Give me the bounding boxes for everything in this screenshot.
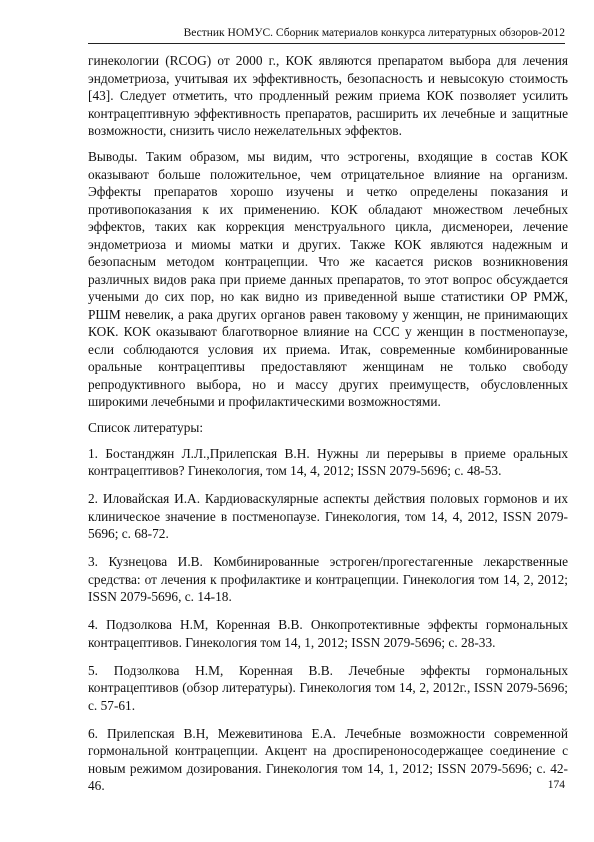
running-header xyxy=(88,23,565,44)
reference-item: 2. Иловайская И.А. Кардиоваскулярные аспекты действия половых гормонов и их клиническое значение в постменопаузе. Гинекология, том 14, 4, 2012, ISSN 2079-5696; с. 68-72. xyxy=(88,491,568,541)
body-paragraph: гинекологии (RCOG) от 2000 г., КОК являются препаратом выбора для лечения эндометриоза, учитывая их эффективность, безопасность и невысокую стоимость [43]. Следует отметить, что продленный режим приема КОК позволяет усилить контрацептивную эффективность препаратов, расширить их лечебные и защитные возможности, снизить число нежелательных эффектов. xyxy=(88,53,568,138)
reference-item: 6. Прилепская В.Н, Межевитинова Е.А. Лечебные возможности современной гормональной контрацепции. Акцент на дроспиреноносодержащее соединение с новым режимом дозирования. Гинекология том 14, 1, 2012; ISSN 2079-5696; с. 42-46. xyxy=(88,725,568,793)
page-number: 174 xyxy=(547,779,565,791)
reference-item: 1. Бостанджян Л.Л.,Прилепская В.Н. Нужны ли перерывы в приеме оральных контрацептивов? Гинекология, том 14, 4, 2012; ISSN 2079-5696; с. 48-53. xyxy=(88,445,568,478)
page-content xyxy=(88,52,568,805)
references-title: Список литературы: xyxy=(88,420,204,435)
reference-item: 3. Кузнецова И.В. Комбинированные эстроген/прогестагенные лекарственные средства: от лечения к профилактике и контрацепции. Гинекология том 14, 2, 2012; ISSN 2079-5696, с. 14-18. xyxy=(88,554,568,604)
conclusions-paragraph: Выводы. Таким образом, мы видим, что эстрогены, входящие в состав КОК оказывают больше положительное, чем отрицательное влияние на организм. Эффекты препаратов хорошо изучены и четко определены показания и противопоказания к их применению. КОК обладают множеством лечебных эффектов, таких как коррекция менструального цикла, дисменореи, лечение эндометриоза и миомы матки и других. Также КОК являются надежным и безопасным методом контрацепции. Что же касается рисков возникновения различных видов рака при приеме данных препаратов, то этот вопрос обсуждается учеными до сих пор, но как видно из приведенной выше статистики ОР РМЖ, РШМ невелик, а рака других органов равен таковому у женщин, не принимающих КОК. КОК оказывают благотворное влияние на ССС у женщин в постменопаузе, если соблюдаются условия их приема. Итак, современные комбинированные оральные контрацептивы предоставляют женщинам не только свободу репродуктивного выбора, но и массу других преимуществ, обусловленных широкими лечебными и профилактическими возможностями. xyxy=(88,149,568,409)
reference-item: 4. Подзолкова Н.М, Коренная В.В. Онкопротективные эффекты гормональных контрацептивов. Гинекология том 14, 1, 2012; ISSN 2079-5696; с. 28-33. xyxy=(88,617,568,650)
reference-item: 5. Подзолкова Н.М, Коренная В.В. Лечебные эффекты гормональных контрацептивов (обзор литературы). Гинекология том 14, 2, 2012г., ISSN 2079-5696; с. 57-61. xyxy=(88,662,568,713)
header-title: Вестник НОМУС. Сборник материалов конкурса литературных обзоров-2012 xyxy=(183,27,565,39)
